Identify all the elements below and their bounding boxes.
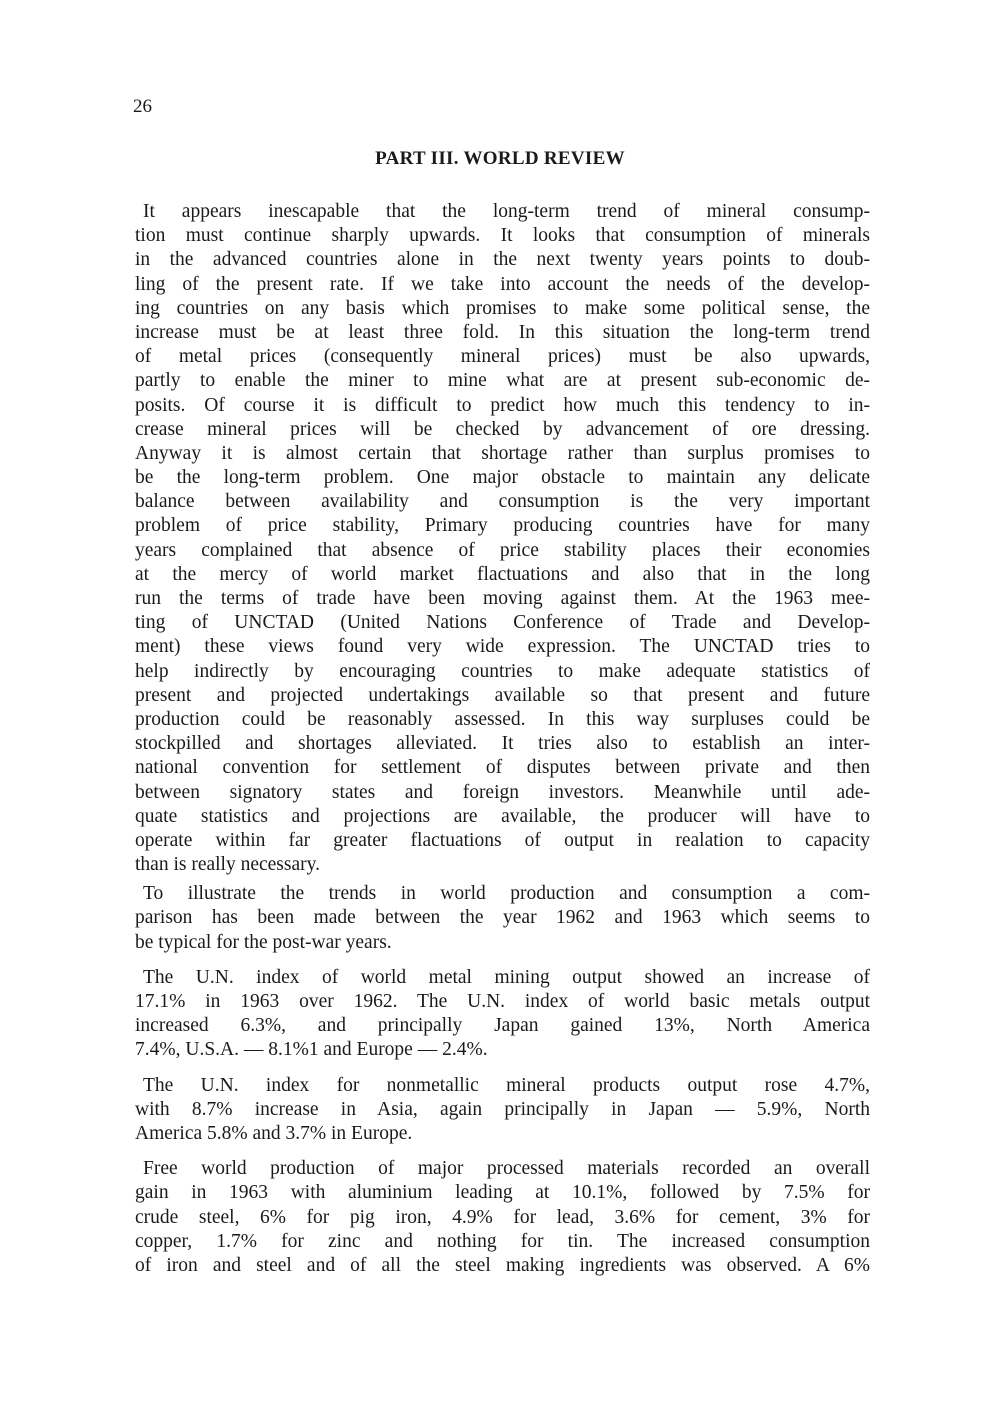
text-line: production could be reasonably assessed. In this way surpluses could be <box>135 708 870 730</box>
text-line: be the long-term problem. One major obstacle to maintain any delicate <box>135 467 870 489</box>
text-line: national convention for settlement of disputes between private and then <box>135 757 870 779</box>
text-line: years complained that absence of price stability places their economies <box>135 539 870 561</box>
paragraph-outlook <box>135 200 870 877</box>
text-line: crease mineral prices will be checked by advancement of ore dressing. <box>135 418 870 440</box>
text-line: at the mercy of world market flactuations and also that in the long <box>135 563 870 585</box>
text-line: Free world production of major processed materials recorded an overall <box>143 1158 870 1180</box>
text-line: increase must be at least three fold. In this situation the long-term trend <box>135 321 870 343</box>
text-line: partly to enable the miner to mine what are at present sub-economic de- <box>135 370 870 392</box>
text-line: be typical for the post-war years. <box>135 931 392 953</box>
page-number: 26 <box>133 96 152 117</box>
text-line: with 8.7% increase in Asia, again principally in Japan — 5.9%, North <box>135 1098 870 1120</box>
text-line: The U.N. index for nonmetallic mineral products output rose 4.7%, <box>143 1074 870 1096</box>
text-line: stockpilled and shortages alleviated. It tries also to establish an inter- <box>135 733 870 755</box>
text-line: ing countries on any basis which promises to make some political sense, the <box>135 297 870 319</box>
text-line: gain in 1963 with aluminium leading at 10.1%, followed by 7.5% for <box>135 1182 870 1204</box>
text-line: increased 6.3%, and principally Japan gained 13%, North America <box>135 1015 870 1037</box>
text-line: of metal prices (consequently mineral prices) must be also upwards, <box>135 346 870 368</box>
text-line: present and projected undertakings available so that present and future <box>135 684 870 706</box>
text-line: America 5.8% and 3.7% in Europe. <box>135 1122 413 1144</box>
text-line: than is really necessary. <box>135 854 320 876</box>
text-line: help indirectly by encouraging countries to make adequate statistics of <box>135 660 870 682</box>
paragraph-metal-mining <box>135 966 870 1063</box>
text-line: operate within far greater flactuations of output in realation to capacity <box>135 829 870 851</box>
text-line: copper, 1.7% for zinc and nothing for tin. The increased consumption <box>135 1230 870 1252</box>
text-line: in the advanced countries alone in the next twenty years points to doub- <box>135 249 870 271</box>
page-heading: PART III. WORLD REVIEW <box>375 148 625 169</box>
text-line: balance between availability and consumption is the very important <box>135 491 870 513</box>
text-line: between signatory states and foreign investors. Meanwhile until ade- <box>135 781 870 803</box>
text-line: ting of UNCTAD (United Nations Conference of Trade and Develop- <box>135 612 870 634</box>
text-line: The U.N. index of world metal mining output showed an increase of <box>143 966 870 988</box>
text-line: ment) these views found very wide expression. The UNCTAD tries to <box>135 636 870 658</box>
text-line: 7.4%, U.S.A. — 8.1%1 and Europe — 2.4%. <box>135 1039 488 1061</box>
text-line: problem of price stability, Primary producing countries have for many <box>135 515 870 537</box>
paragraph-comparison <box>135 882 870 955</box>
text-line: 17.1% in 1963 over 1962. The U.N. index of world basic metals output <box>135 991 870 1012</box>
text-line: run the terms of trade have been moving against them. At the 1963 mee- <box>135 588 870 609</box>
text-line: tion must continue sharply upwards. It looks that consumption of minerals <box>135 225 870 247</box>
text-line: posits. Of course it is difficult to predict how much this tendency to in- <box>135 394 870 416</box>
text-line: Anyway it is almost certain that shortage rather than surplus promises to <box>135 442 870 464</box>
text-line: crude steel, 6% for pig iron, 4.9% for lead, 3.6% for cement, 3% for <box>135 1206 870 1228</box>
text-line: parison has been made between the year 1962 and 1963 which seems to <box>135 907 870 929</box>
text-line: ling of the present rate. If we take into account the needs of the develop- <box>135 273 870 295</box>
text-line: quate statistics and projections are available, the producer will have to <box>135 805 870 827</box>
paragraph-processed-materials <box>135 1157 870 1278</box>
text-line: of iron and steel and of all the steel making ingredients was observed. A 6% <box>135 1254 870 1276</box>
text-line: To illustrate the trends in world production and consumption a com- <box>143 883 870 905</box>
body-text <box>135 200 870 1278</box>
paragraph-nonmetallic <box>135 1074 870 1147</box>
text-line: It appears inescapable that the long-term trend of mineral consump- <box>143 201 870 222</box>
